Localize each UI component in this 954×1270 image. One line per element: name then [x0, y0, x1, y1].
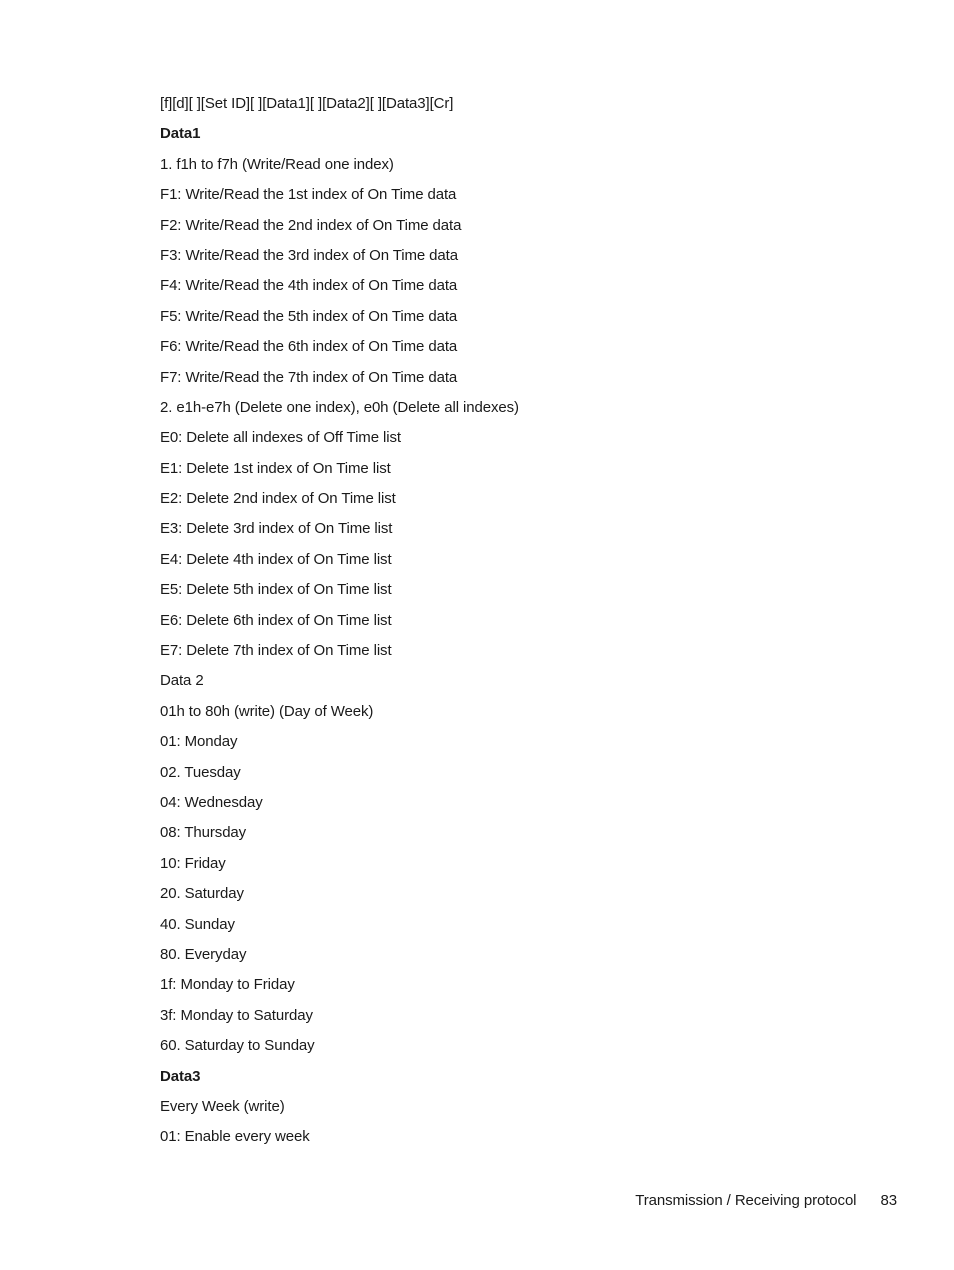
section-heading: Data3 [160, 1067, 201, 1085]
text-line: 08: Thursday [160, 824, 247, 842]
text-line: 01: Enable every week [160, 1128, 310, 1146]
text-line: 04: Wednesday [160, 793, 263, 811]
text-line: E4: Delete 4th index of On Time list [160, 550, 392, 568]
text-line: F2: Write/Read the 2nd index of On Time data [160, 216, 462, 234]
text-line: E5: Delete 5th index of On Time list [160, 581, 392, 599]
text-line: F4: Write/Read the 4th index of On Time data [160, 277, 458, 295]
text-line: F3: Write/Read the 3rd index of On Time data [160, 246, 458, 264]
text-line: 40. Sunday [160, 915, 235, 933]
text-line: F6: Write/Read the 6th index of On Time data [160, 338, 458, 356]
text-line: [f][d][ ][Set ID][ ][Data1][ ][Data2][ ][Data3][Cr] [160, 95, 454, 112]
page-number: 83 [880, 1192, 897, 1209]
text-line: 60. Saturday to Sunday [160, 1037, 315, 1055]
text-line: 3f: Monday to Saturday [160, 1006, 313, 1024]
text-line: E7: Delete 7th index of On Time list [160, 642, 392, 660]
text-line: 01: Monday [160, 733, 238, 751]
text-line: 80. Everyday [160, 945, 247, 963]
text-line: E3: Delete 3rd index of On Time list [160, 520, 393, 538]
page-footer [635, 1190, 897, 1212]
text-line: 01h to 80h (write) (Day of Week) [160, 702, 374, 720]
text-line: 02. Tuesday [160, 763, 241, 781]
text-line: 1. f1h to f7h (Write/Read one index) [160, 155, 394, 173]
section-heading: Data1 [160, 125, 201, 143]
text-line: E0: Delete all indexes of Off Time list [160, 429, 401, 447]
text-line: F5: Write/Read the 5th index of On Time data [160, 307, 458, 325]
text-line: Data 2 [160, 672, 204, 690]
text-line: E6: Delete 6th index of On Time list [160, 611, 392, 629]
text-line: F7: Write/Read the 7th index of On Time data [160, 368, 458, 386]
text-line: Every Week (write) [160, 1097, 285, 1115]
footer-section-title: Transmission / Receiving protocol [635, 1192, 857, 1209]
text-line: E2: Delete 2nd index of On Time list [160, 490, 396, 508]
text-line: E1: Delete 1st index of On Time list [160, 459, 391, 477]
text-line: 2. e1h-e7h (Delete one index), e0h (Delete all indexes) [160, 398, 519, 416]
text-line: 1f: Monday to Friday [160, 976, 295, 994]
text-line: F1: Write/Read the 1st index of On Time data [160, 186, 457, 204]
text-line: 10: Friday [160, 854, 226, 872]
text-line: 20. Saturday [160, 885, 244, 903]
document-body [160, 93, 860, 1157]
